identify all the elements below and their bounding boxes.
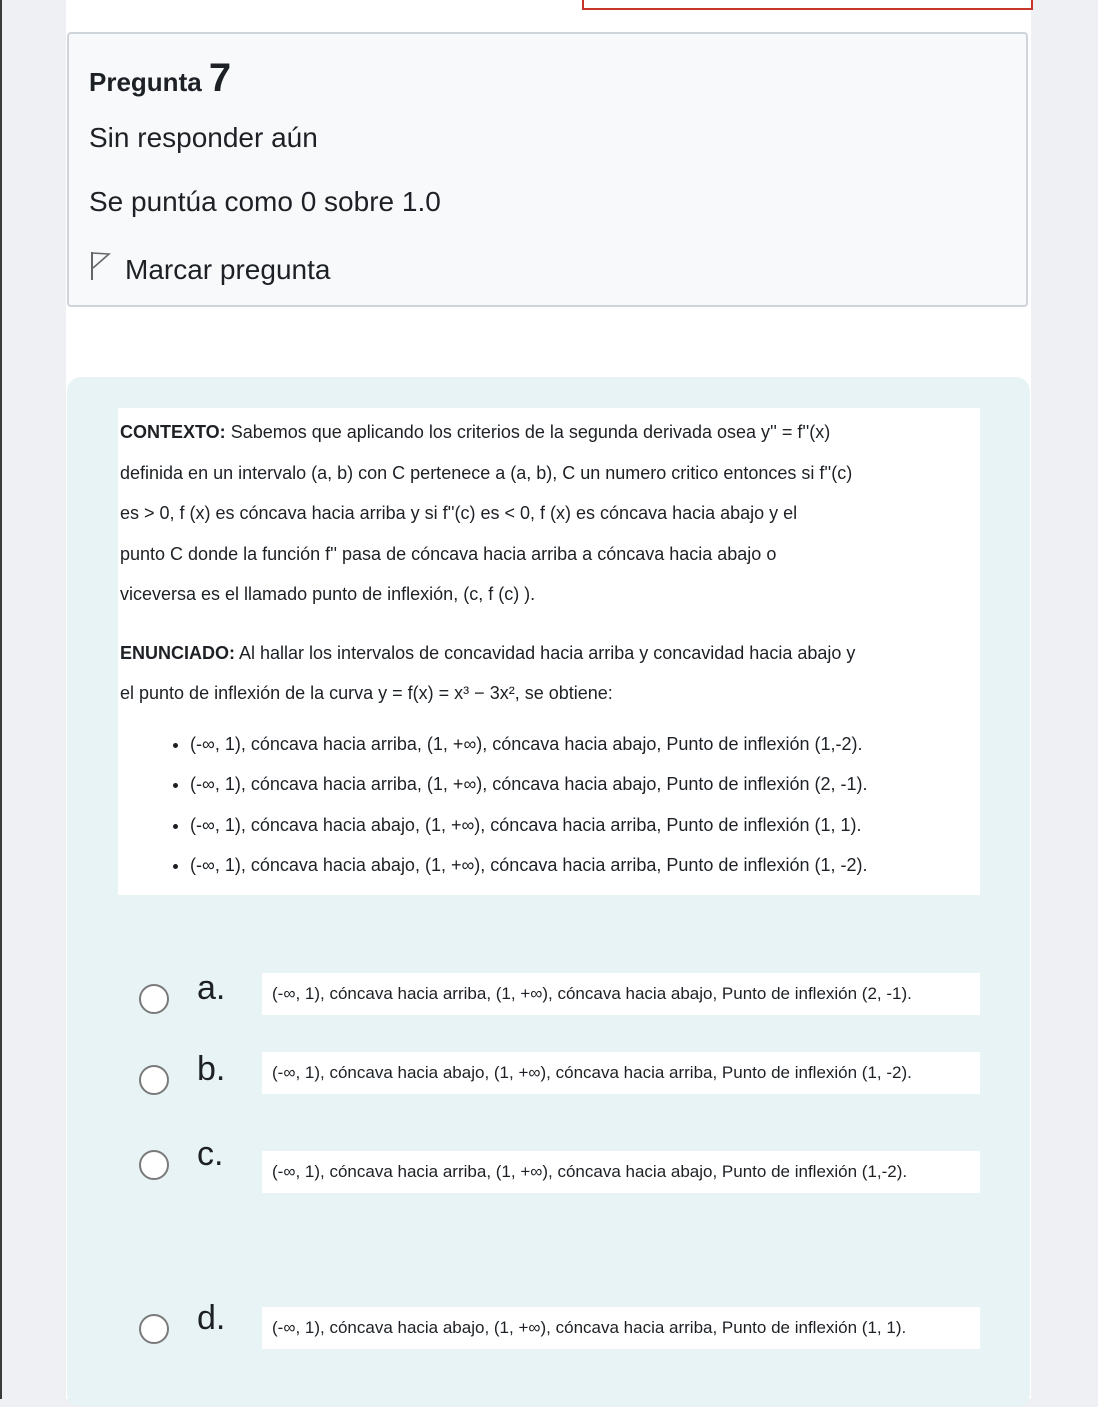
question-info-panel (67, 32, 1028, 307)
window-edge (0, 0, 2, 1399)
option-text[interactable]: (-∞, 1), cóncava hacia abajo, (1, +∞), cóncava hacia arriba, Punto de inflexión (1, 1). (262, 1307, 980, 1349)
question-grade: Se puntúa como 0 sobre 1.0 (89, 186, 441, 217)
option-letter: b. (197, 1050, 226, 1088)
option-text[interactable]: (-∞, 1), cóncava hacia arriba, (1, +∞), cóncava hacia abajo, Punto de inflexión (1,-2). (262, 1151, 980, 1193)
list-item: • (-∞, 1), cóncava hacia abajo, (1, +∞), cóncava hacia arriba, Punto de inflexión (1, -2). (190, 845, 980, 886)
question-label: Pregunta (89, 67, 202, 97)
flag-label: Marcar pregunta (125, 253, 331, 285)
statement-label: ENUNCIADO: (120, 642, 235, 663)
list-item: • (-∞, 1), cóncava hacia abajo, (1, +∞), cóncava hacia arriba, Punto de inflexión (1, 1). (190, 805, 980, 846)
statement-line: el punto de inflexión de la curva y = f(x) = x³ − 3x², se obtiene: (120, 683, 613, 703)
radio-c[interactable] (139, 1150, 169, 1180)
list-item: • (-∞, 1), cóncava hacia arriba, (1, +∞), cóncava hacia abajo, Punto de inflexión (2, -1). (190, 764, 980, 805)
option-letter: a. (197, 969, 226, 1007)
option-text[interactable]: (-∞, 1), cóncava hacia abajo, (1, +∞), cóncava hacia arriba, Punto de inflexión (1, -2). (262, 1052, 980, 1094)
question-formulation (67, 377, 1030, 1407)
radio-d[interactable] (139, 1314, 169, 1344)
option-b[interactable] (67, 1050, 1030, 1110)
option-text[interactable]: (-∞, 1), cóncava hacia arriba, (1, +∞), cóncava hacia abajo, Punto de inflexión (2, -1). (262, 973, 980, 1015)
previous-element-box (582, 0, 1033, 10)
flag-question-button[interactable] (89, 250, 330, 289)
context-line: es > 0, f (x) es cóncava hacia arriba y si f''(c) es < 0, f (x) es cóncava hacia abajo y el (120, 503, 798, 523)
answer-list (120, 724, 980, 886)
list-item: • (-∞, 1), cóncava hacia arriba, (1, +∞), cóncava hacia abajo, Punto de inflexión (1,-2). (190, 724, 980, 765)
option-c[interactable] (67, 1135, 1030, 1195)
question-number: 7 (208, 56, 232, 100)
option-a[interactable] (67, 969, 1030, 1029)
radio-a[interactable] (139, 984, 169, 1014)
question-title (89, 56, 231, 101)
statement-line (120, 633, 980, 674)
context-line: viceversa es el llamado punto de inflexión, (c, f (c) ). (120, 584, 536, 604)
question-state: Sin responder aún (89, 122, 318, 153)
flag-icon (89, 250, 113, 289)
option-d[interactable] (67, 1299, 1030, 1359)
context-label: CONTEXTO: (120, 422, 226, 442)
context-line (120, 412, 980, 453)
context-line: punto C donde la función f'' pasa de cóncava hacia arriba a cóncava hacia abajo o (120, 543, 777, 564)
context-text: Sabemos que aplicando los criterios de la segunda derivada osea y'' = f''(x) (230, 422, 831, 442)
option-letter: c. (197, 1135, 224, 1173)
option-letter: d. (197, 1299, 226, 1337)
statement-text: Al hallar los intervalos de concavidad hacia arriba y concavidad hacia abajo y (239, 642, 856, 663)
question-stem-image (118, 408, 980, 895)
radio-b[interactable] (139, 1065, 169, 1095)
context-line: definida en un intervalo (a, b) con C pertenece a (a, b), C un numero critico entonces si f''(c) (120, 462, 853, 483)
